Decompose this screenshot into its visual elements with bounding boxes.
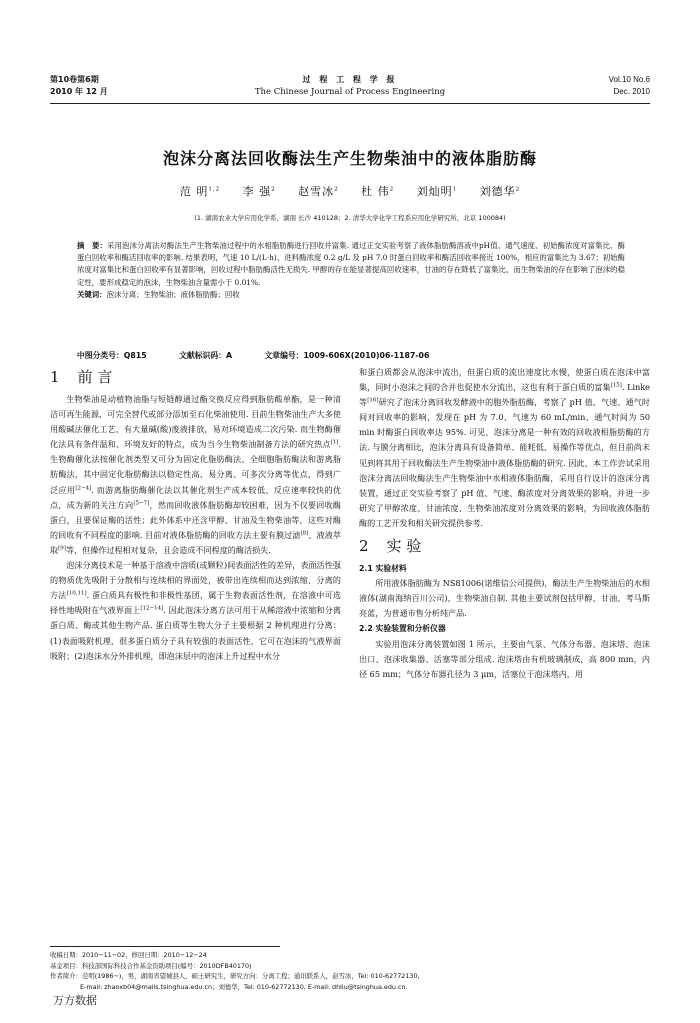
watermark: 万方数据 (53, 994, 97, 1007)
right-column (359, 365, 650, 682)
header-center (50, 74, 650, 98)
keywords-label: 关键词： (77, 289, 107, 299)
abstract-label: 摘 要： (77, 241, 107, 250)
author: 李 强$^2$ (242, 185, 276, 198)
footnote (50, 950, 650, 992)
classification-line: 中图分类号：Q815 文献标识码：A 文章编号：1009-606X(2010)06-1187-06 (77, 351, 430, 360)
running-header (50, 74, 650, 104)
paragraph: 生物柴油是动植物油脂与短链醇通过酯交换反应得到脂肪酸单酯，是一种清洁可再生能源，可完全替代或部分添加至石化柴油使用. 目前生物柴油生产大多使用酸碱法催化工艺，有大量碱(酸)废液排放，易对环境造成二次污染. 而生物酶催化法具有条件温和、环境友好的特点，成为当今生物柴油制备方法的研究热点[1]. 生物酶催化法按催化剂类型又可分为固定化脂肪酶法、全细胞脂肪酶法和游离脂肪酶法，其中固定化脂肪酶法以稳定性高、易分离、可多次分离等优点，得到广泛应用[2−4]. 而游离脂肪酶催化法以其催化剂生产成本较低、反应速率较快的优点，成为新的关注方向[5−7]，然而回收液体脂肪酶却较困难，因为不仅要回收酶蛋白，且要保证酶的活性；此外体系中还含甲醇、甘油及生物柴油等，这些对酶的回收有不同程度的影响. 目前对液体脂肪酶的回收方法主要有膜过滤[8]、液液萃取[9]等，但操作过程相对复杂，且会造成不同程度的酶活损失. (50, 394, 341, 555)
abstract-text: 采用泡沫分离法对酶法生产生物柴油过程中的水相脂肪酶进行回收并富集. 通过正交实验考察了液体脂肪酶溶液中pH值、通气速度、初始酶浓度对富集比、酶蛋白回收率和酶活回收率的影响. 结果表明，气速 10 L/(L·h)、进料酶浓度 0.2 g/L 及 pH 7.0 时蛋白回收率和酶活回收率接近 100%，相应的富集比为 3.67；初始酶浓度对富集比和蛋白回收率有显著影响，回收过程中脂肪酶活性无损失. 甲醇的存在能显著提高回收速率，甘油的存在降低了富集比，而生物柴油的存在影响了泡沫的稳定性，要形成稳定的泡沫，生物柴油含量需小于 0.01%. (77, 241, 625, 287)
header-rule (50, 103, 650, 104)
section-heading-intro: 1 前 言 (50, 368, 113, 386)
clc-number: Q815 (123, 351, 147, 360)
funding: 基金项目：科技部国际科技合作基金资助项目(编号：2010DFB40170) (50, 961, 252, 970)
author-bio: 作者简介：范明(1986−)，男，湖南省望城县人，硕士研究生，研究方向：分离工程；通讯联系人，赵雪冰，Tel: 010-62772130, (50, 972, 420, 980)
author: 刘灿明$^1$ (416, 185, 458, 198)
keywords: 泡沫分离；生物柴油；液体脂肪酶；回收 (106, 289, 240, 299)
abstract (77, 240, 625, 301)
footnote-rule (50, 946, 280, 947)
section-heading-experiment: 2 实 验 (359, 537, 422, 556)
paragraph: 所用液体脂肪酶为 NS81006(诺维信公司提供)，酶法生产生物柴油后的水相液体(湖南海纳百川公司)，生物柴油自制. 其他主要试剂包括甲醇、甘油、考马斯亮蓝，为普通市售分析纯产品. (359, 578, 650, 619)
subsection-heading-materials: 2.1 实验材料 (359, 564, 407, 574)
author: 杜 伟$^2$ (361, 185, 395, 198)
paper-title: 泡沫分离法回收酶法生产生物柴油中的液体脂肪酶 (162, 149, 537, 168)
affiliation: (1. 湖南农业大学应用化学系，湖南 长沙 410128；2. 清华大学化学工程系应用化学研究所，北京 100084) (194, 214, 506, 222)
header-right (609, 74, 650, 98)
date-en: Dec. 2010 (613, 87, 650, 96)
journal-name-en: The Chinese Journal of Process Engineering (254, 87, 446, 97)
paragraph: 和蛋白质都会从泡沫中流出，但蛋白质的流出速度比水慢，使蛋白质在泡沫中富集，同时小泡沫之间的合并也促使水分流出，这也有利于蛋白质的富集[15]. Linke 等[16]研究了泡沫分离回收发酵液中的胞外脂肪酶，考察了 pH 值、气速、通气时间对回收率的影响，发现在 pH 为 7.0、气速为 60 mL/min、通气时间为 50 min 时酶蛋白回收率达 95%. 可见，泡沫分离是一种有效的回收液相脂肪酶的方法. 与膜分离相比，泡沫分离具有设备简单、能耗低、易操作等优点，但目前尚未见到将其用于回收酶法生产生物柴油中液体脂肪酶的研究. 因此，本工作尝试采用泡沫分离法回收酶法生产生物柴油中水相液体脂肪酶，采用自行设计的泡沫分离装置，通过正交实验考察了 pH 值、气速、酶浓度对分离效果的影响，并进一步研究了甲醇浓度、甘油浓度、生物柴油浓度对分离效果的影响，为回收液体脂肪酶的工艺开发和相关研究提供参考. (359, 367, 650, 528)
author-list (40, 183, 660, 199)
author: 赵雪冰$^2$ (298, 185, 339, 198)
received-date: 收稿日期：2010−11−02，修回日期：2010−12−24 (50, 951, 207, 959)
volume-en: Vol.10 No.6 (608, 75, 650, 84)
volume-cn: 第10卷第6期 (50, 75, 99, 84)
document-code: A (225, 351, 232, 360)
contact-email: E-mail: zhaoxb04@mails.tsinghua.edu.cn；刘德华，Tel: 010-62772130, E-mail: dhliu@tsinghua.edu.cn. (80, 982, 408, 991)
left-column (50, 362, 341, 664)
article-number: 1009-606X(2010)06-1187-06 (303, 351, 430, 360)
date-cn: 2010 年 12 月 (50, 87, 108, 96)
journal-name-cn: 过 程 工 程 学 报 (302, 75, 398, 84)
paragraph: 实验用泡沫分离装置如图 1 所示，主要由气泵、气体分布器、泡沫塔、泡沫出口、泡沫收集器、活塞等部分组成. 泡沫塔由有机玻璃制成，高 800 mm，内径 65 mm；气体分布器孔径为 3 μm，活塞位于泡沫塔内，用 (359, 638, 650, 679)
author: 范 明$^{1,2}$ (179, 185, 221, 198)
subsection-heading-apparatus: 2.2 实验装置和分析仪器 (359, 624, 446, 634)
author: 刘德华$^2$ (479, 185, 521, 198)
paragraph: 泡沫分离技术是一种基于溶液中溶质(或颗粒)间表面活性的差异，表面活性强的物质优先吸附于分散相与连续相的界面处，被带出连续相而达到浓缩、分离的方法[10,11]. 蛋白质具有极性和非极性基团，属于生物表面活性剂，在溶液中可选择性地吸附在气液界面上[12−14]. 因此泡沫分离方法可用于从稀溶液中浓缩和分离蛋白质、酶或其他生物产品. 蛋白质等生物大分子主要根据 2 种机理进行分离：(1)表面吸附机理，很多蛋白质分子具有较强的表面活性，它可在泡沫的气液界面吸附；(2)泡沫水分外排机理，即泡沫层中的泡沫上升过程中水分 (50, 560, 341, 661)
